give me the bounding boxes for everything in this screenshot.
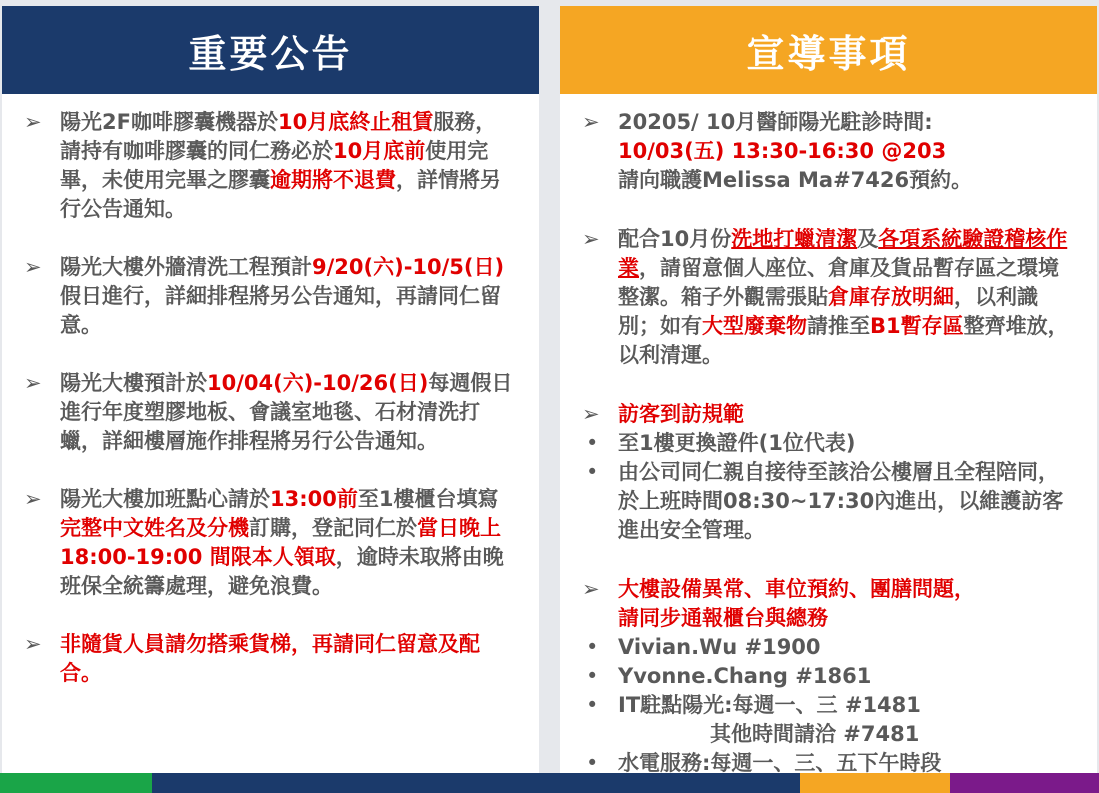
it-other-time: 其他時間請洽 #7481 [710,722,920,746]
facility-heading-line-2: 請同步通報櫃台與總務 [618,606,828,630]
contact-item [582,691,1077,720]
body-text: ，請留意個人座位、倉庫及貨品暫存區之環境整潔。箱子外觀需張貼 [618,256,1059,309]
body-text: ，以利識別；如有 [618,285,1038,338]
dot-bullet-icon: • [586,664,599,688]
arrow-bullet-icon: ➢ [24,371,42,395]
highlight-text: 各項系統驗證稽核作業 [618,227,1068,280]
announcements-list [2,94,539,688]
highlight-text: B1暫存區 [870,314,964,338]
visitor-heading-text: 訪客到訪規範 [618,402,744,426]
arrow-bullet-icon: ➢ [582,110,600,134]
arrow-bullet-icon: ➢ [24,487,42,511]
highlight-text: 非隨貨人員請勿搭乘貨梯，再請同仁留意及配合。 [60,632,480,685]
body-text: 假日進行，詳細排程將另公告通知，再請同仁留意。 [60,284,501,337]
arrow-bullet-icon: ➢ [24,255,42,279]
contact-text: IT駐點陽光:每週一、三 #1481 [618,693,921,717]
advocacy-header [560,6,1097,94]
announcement-text [60,110,501,221]
body-text: 陽光大樓預計於 [60,371,207,395]
clinic-line-1: 20205/ 10月醫師陽光駐診時間: [618,110,933,134]
body-text: 整齊堆放，以利清運。 [618,314,1069,367]
contact-item [582,749,1077,773]
dot-bullet-icon: • [586,460,599,484]
arrow-bullet-icon: ➢ [24,110,42,134]
advocacy-panel [560,6,1097,773]
highlight-text: 大型廢棄物 [702,314,807,338]
visitor-point-text: 由公司同仁親自接待至該洽公樓層且全程陪同，於上班時間08:30~17:30內進出，以維護訪客進出安全管理。 [618,460,1064,542]
highlight-text: 9/20(六)-10/5(日) [312,255,505,279]
announcement-item [24,108,519,224]
cleaning-notice [582,225,1077,370]
clinic-notice [582,108,1077,195]
dot-bullet-icon: • [586,635,599,659]
announcement-item [24,630,519,688]
body-text: ，詳情將另行公告通知。 [60,168,501,221]
body-text: 每週假日進行年度塑膠地板、會議室地毯、石材清洗打蠟，詳細樓層施作排程將另行公告通知。 [60,371,513,453]
arrow-bullet-icon: ➢ [582,402,600,426]
contact-item [582,662,1077,691]
visitor-point [582,458,1077,545]
body-text: 至1樓櫃台填寫 [357,487,499,511]
highlight-text: 倉庫存放明細 [828,285,954,309]
clinic-line-2: 10/03(五) 13:30-16:30 @203 [618,139,947,163]
announcements-title: 重要公告 [188,31,353,76]
highlight-text: 當日晚上 18:00-19:00 間限本人領取 [60,516,501,569]
announcement-item [24,485,519,601]
body-text: 及 [857,227,879,251]
facility-heading-line-1: 大樓設備異常、車位預約、團膳問題， [618,577,975,601]
highlight-text: 10月底終止租賃 [277,110,434,134]
contact-text: Yvonne.Chang #1861 [618,664,872,688]
advocacy-list [560,94,1097,773]
visitor-point-text: 至1樓更換證件(1位代表) [618,431,856,455]
contact-item [582,633,1077,662]
body-text: 請推至 [807,314,870,338]
dot-bullet-icon: • [586,431,599,455]
announcements-panel [2,6,539,773]
highlight-text: 10/04(六)-10/26(日) [207,371,429,395]
dot-bullet-icon: • [586,693,599,717]
arrow-bullet-icon: ➢ [24,632,42,656]
clinic-line-3: 請向職護Melissa Ma#7426預約。 [618,168,973,192]
visitor-point [582,429,1077,458]
facility-heading [582,575,1077,633]
arrow-bullet-icon: ➢ [582,227,600,251]
body-text: 配合10月份 [618,227,732,251]
cleaning-text [618,227,1069,367]
contact-text: Vivian.Wu #1900 [618,635,821,659]
advocacy-title: 宣導事項 [746,31,911,76]
body-text: 陽光大樓外牆清洗工程預計 [60,255,312,279]
announcement-item [24,253,519,340]
body-text: 陽光2F咖啡膠囊機器於 [60,110,278,134]
body-text: 服務， 請持有咖啡膠囊的同仁務必於 [60,110,497,163]
announcement-text [60,371,512,453]
highlight-text: 10月底前 [333,139,426,163]
body-text: 陽光大樓加班點心請於 [60,487,270,511]
visitor-heading [582,400,1077,429]
highlight-text: 洗地打蠟清潔 [731,227,858,251]
highlight-text: 13:00前 [270,487,358,511]
arrow-bullet-icon: ➢ [582,577,600,601]
purple-bar-segment [950,773,1099,793]
announcement-text [60,632,480,685]
body-text: ，逾時未取將由晚班保全統籌處理，避免浪費。 [60,545,504,598]
announcement-text [60,255,504,337]
green-bar-segment [0,773,152,793]
orange-bar-segment [800,773,950,793]
announcement-item [24,369,519,456]
body-text: 使用完畢，未使用完畢之膠囊 [60,139,489,192]
utility-service-text: 水電服務:每週一、三、五下午時段 [618,751,942,773]
announcements-header [2,6,539,94]
highlight-text: 完整中文姓名及分機 [60,516,249,540]
highlight-text: 逾期將不退費 [270,168,396,192]
announcement-text [60,487,504,598]
body-text: 訂購，登記同仁於 [249,516,417,540]
dot-bullet-icon: • [586,751,599,773]
navy-bar-segment [152,773,800,793]
bottom-color-bar [0,773,1099,793]
